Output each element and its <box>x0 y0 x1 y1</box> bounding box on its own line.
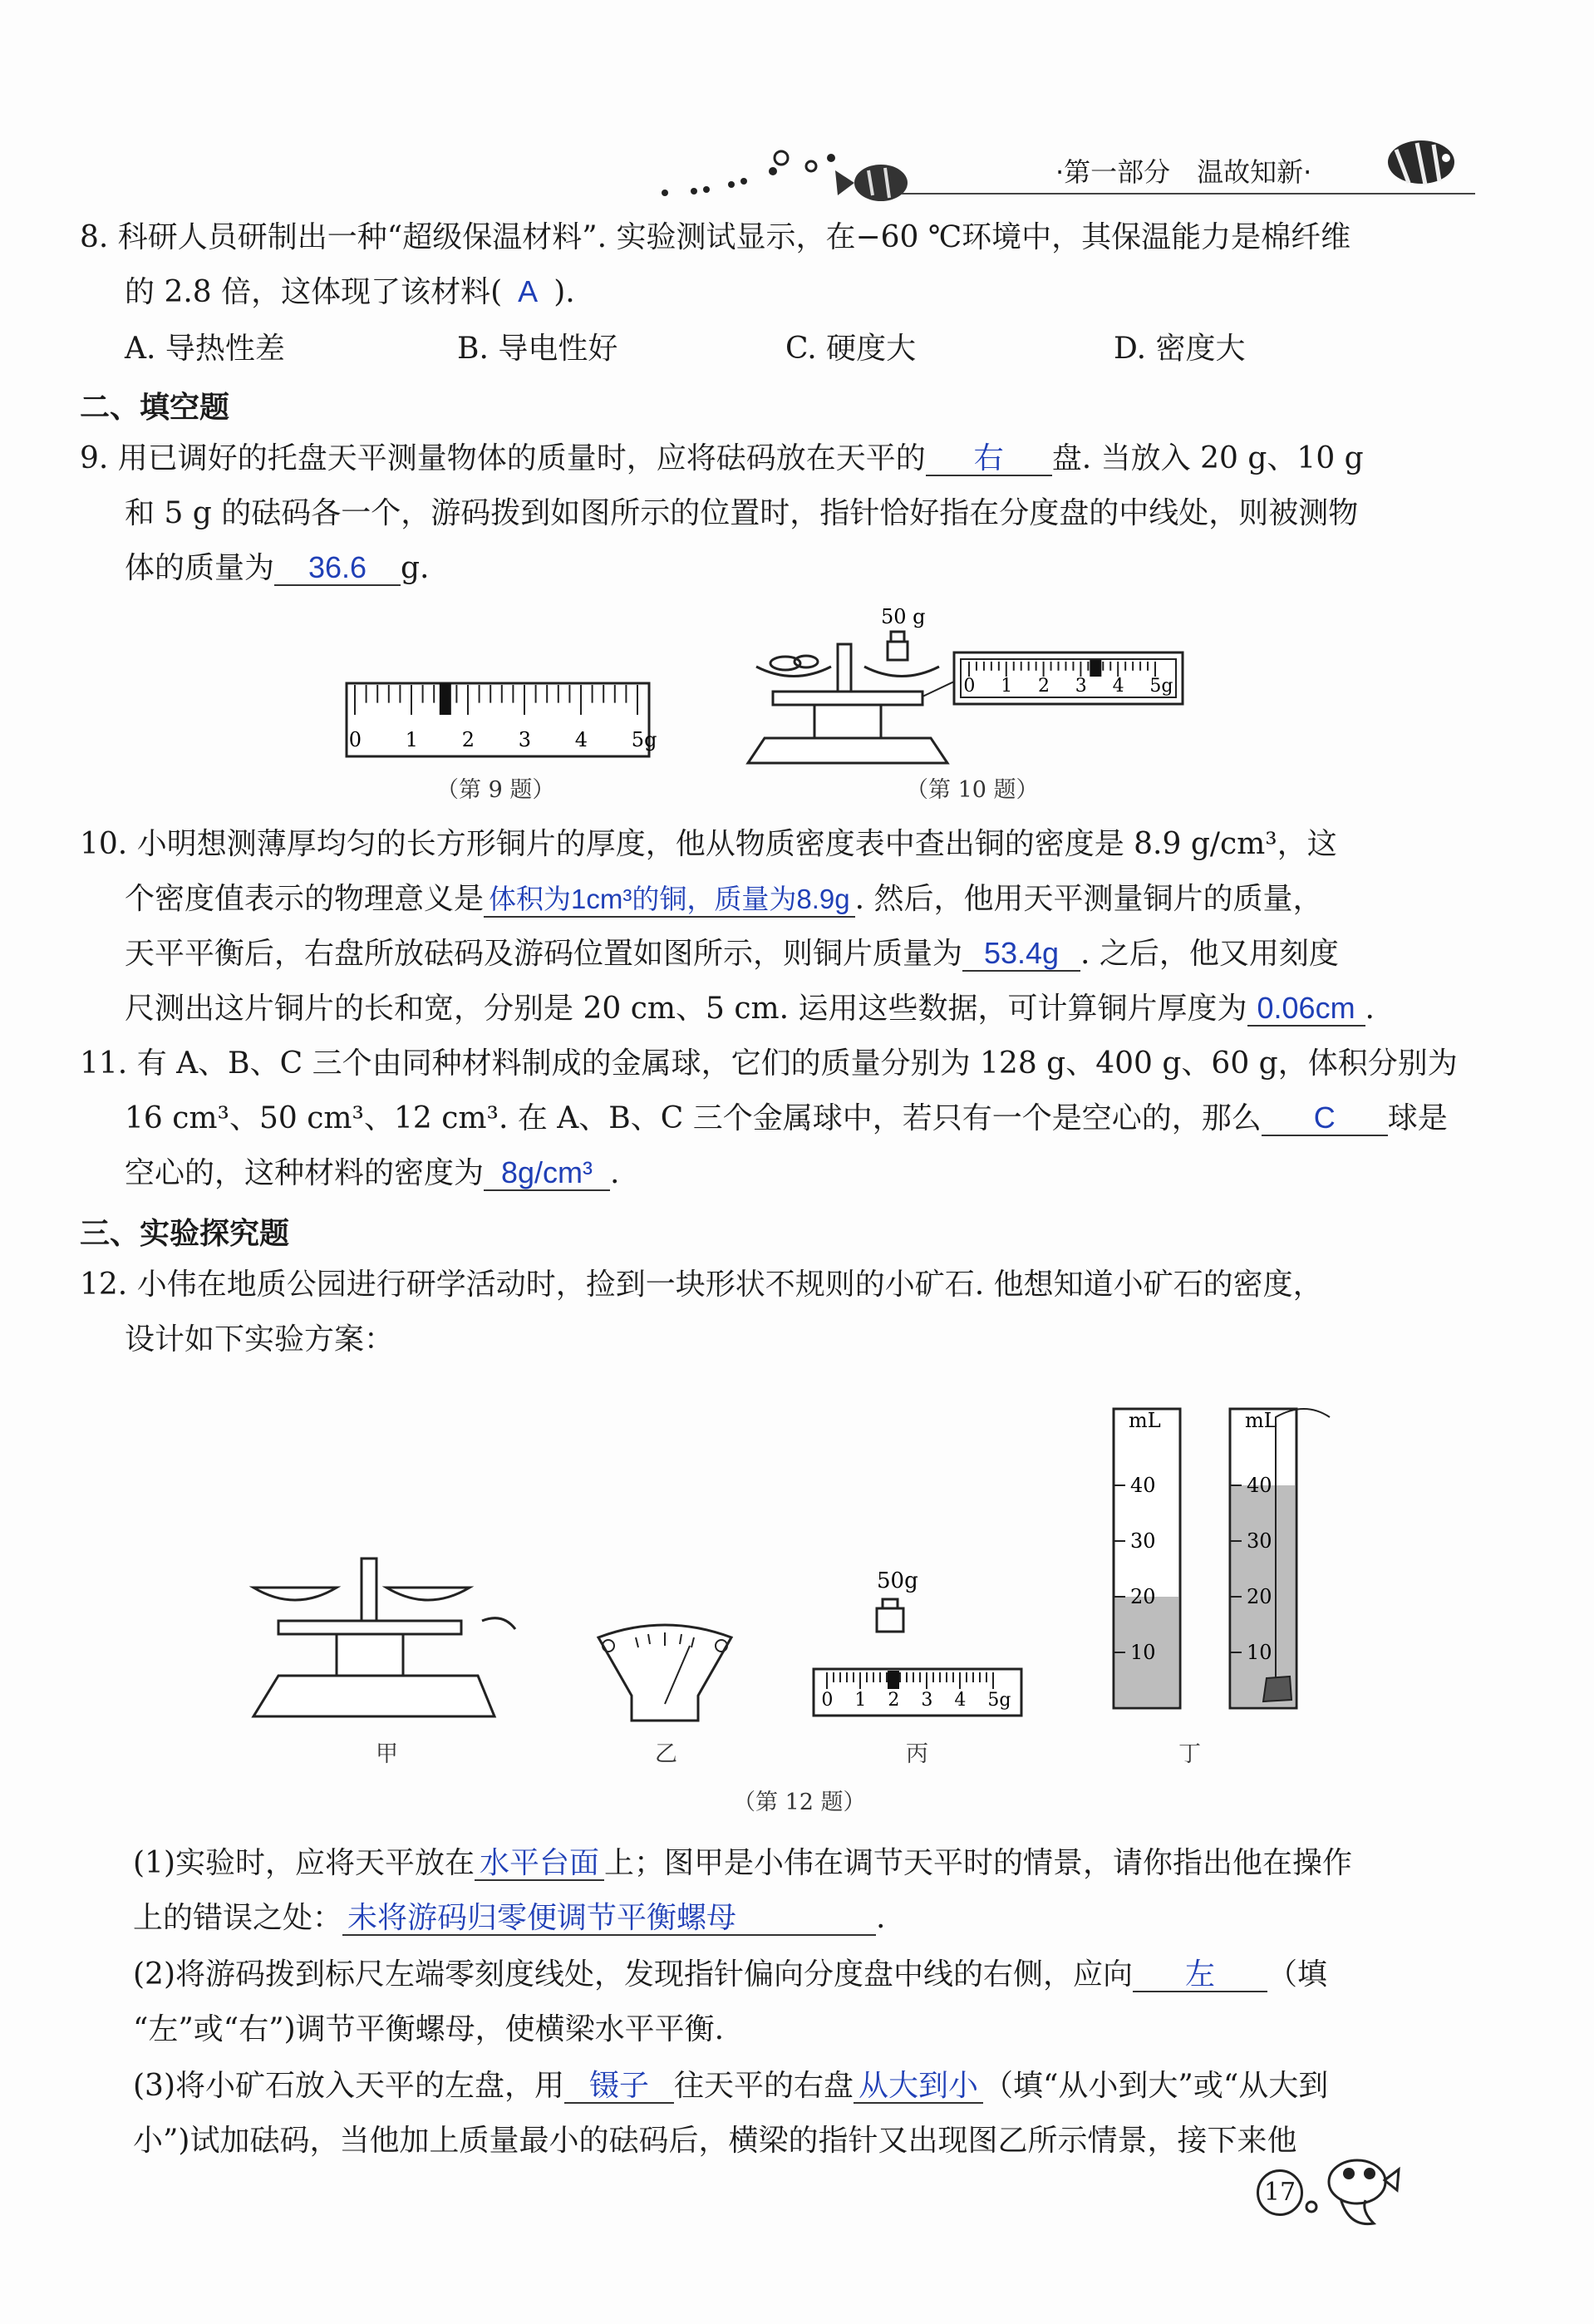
fig12-rider <box>888 1671 899 1689</box>
q8-option-b: B. 导电性好 <box>457 332 618 366</box>
q9-line2: 和 5 g 的砝码各一个，游码拨到如图所示的位置时，指针恰好指在分度盘的中线处，则被测物 <box>125 496 1359 530</box>
q12-part2-line1 <box>133 1955 1327 1995</box>
fig12-tick-label: 2 <box>888 1690 900 1711</box>
q10-line4-post: . <box>1365 992 1375 1026</box>
cylinder-tick-label: 20 <box>1247 1585 1272 1608</box>
fig10-tick-label: 5g <box>1149 676 1173 697</box>
q12-part1-post: 上；图甲是小伟在调节天平时的情景，请你指出他在操作 <box>604 1846 1353 1880</box>
q8-line2-post: ). <box>553 275 575 309</box>
q12-part3-post: （填“从小到大”或“从大到 <box>983 2069 1329 2103</box>
q9-line1-pre: 9. 用已调好的托盘天平测量物体的质量时，应将砝码放在天平的 <box>80 441 926 475</box>
cylinder-unit-label: mL <box>1245 1409 1277 1432</box>
q10-line3 <box>125 934 1339 974</box>
fig9-tick-label: 4 <box>574 728 588 751</box>
fig9-ruler <box>345 682 657 761</box>
q10-line2-pre: 个密度值表示的物理意义是 <box>125 882 485 916</box>
header-fish-icon <box>1380 133 1463 194</box>
q9-line1-post: 盘. 当放入 20 g、10 g <box>1051 441 1364 475</box>
q11-answer-2: 8g/cm³ <box>484 1156 610 1191</box>
q12-part3-mid: 往天平的右盘 <box>674 2069 854 2103</box>
cylinder-tick-label: 40 <box>1247 1474 1272 1497</box>
section-fill-in: 二、填空题 <box>80 391 230 425</box>
q11-line1: 11. 有 A、B、C 三个由同种材料制成的金属球，它们的质量分别为 128 g、400 g、60 g，体积分别为 <box>80 1046 1458 1081</box>
mineral-rock <box>1263 1677 1291 1701</box>
q12-line1: 12. 小伟在地质公园进行研学活动时，捡到一块形状不规则的小矿石. 他想知道小矿石的密度， <box>80 1268 1323 1302</box>
fig10-tick-label: 4 <box>1112 676 1124 697</box>
fig12-weight-label: 50g <box>877 1568 918 1593</box>
q10-answer-3: 0.06cm <box>1247 992 1365 1027</box>
page-number-badge <box>1257 2169 1303 2216</box>
fig12-tick-label: 1 <box>854 1690 867 1711</box>
fig10-tick-label: 3 <box>1075 676 1087 697</box>
fig12-label-ding: 丁 <box>1178 1741 1201 1767</box>
fig12-tick-label: 3 <box>921 1690 933 1711</box>
fig10-tick-label: 1 <box>1001 676 1013 697</box>
fig12-balance-jia <box>245 1554 528 1729</box>
fig12-tick-label: 4 <box>954 1690 967 1711</box>
fig10-tick-label: 0 <box>963 676 976 697</box>
fig12-label-yi: 乙 <box>655 1741 677 1767</box>
cylinder-tick-label: 10 <box>1247 1641 1272 1664</box>
q10-line1: 10. 小明想测薄厚均匀的长方形铜片的厚度，他从物质密度表中查出铜的密度是 8.9 g/cm³，这 <box>80 827 1337 861</box>
fig9-rider <box>440 683 451 715</box>
mascot-icon <box>1303 2149 1403 2240</box>
q11-line3-pre: 空心的，这种材料的密度为 <box>125 1156 485 1190</box>
q12-line2: 设计如下实验方案： <box>125 1322 395 1356</box>
q9-answer-2: 36.6 <box>274 551 401 586</box>
page-number: 17 <box>1263 2178 1296 2207</box>
q8-answer: A <box>518 274 539 308</box>
q12-part2-line2: “左”或“右”)调节平衡螺母，使横梁水平平衡. <box>133 2012 725 2046</box>
fig12-rider-bing <box>810 1563 1026 1729</box>
q12-part3-pre: (3)将小矿石放入天平的左盘，用 <box>133 2069 564 2103</box>
q12-part3-line1 <box>133 2066 1328 2106</box>
q8-option-d: D. 密度大 <box>1114 332 1246 366</box>
q8-option-c: C. 硬度大 <box>785 332 917 366</box>
q8-option-a: A. 导热性差 <box>125 332 285 366</box>
cylinder-tick-label: 10 <box>1130 1641 1156 1664</box>
fig12-tick-label: 0 <box>821 1690 834 1711</box>
fig9-tick-label: 1 <box>405 728 419 751</box>
fig12-cylinders-ding <box>1097 1384 1346 1733</box>
fig9-tick-label: 2 <box>461 728 475 751</box>
section-experiment: 三、实验探究题 <box>80 1217 290 1251</box>
q12-part1-answer-2: 未将游码归零便调节平衡螺母 <box>342 1901 876 1936</box>
fig10-rider <box>1090 660 1101 677</box>
q12-part1-answer-1: 水平台面 <box>475 1846 604 1881</box>
q10-line3-post: . 之后，他又用刻度 <box>1080 937 1339 971</box>
q11-line2-post: 球是 <box>1387 1101 1448 1135</box>
q10-answer-2: 53.4g <box>962 937 1080 972</box>
q11-line2 <box>125 1099 1448 1139</box>
q9-answer-1: 右 <box>926 441 1052 476</box>
cylinder-tick-label: 30 <box>1130 1529 1156 1553</box>
q12-part1-line1 <box>133 1844 1352 1883</box>
fig12-caption: （第 12 题） <box>733 1790 866 1815</box>
q10-line4 <box>125 989 1375 1029</box>
q12-part1-pre: (1)实验时，应将天平放在 <box>133 1846 475 1880</box>
q12-part1b-pre: 上的错误之处： <box>133 1901 343 1935</box>
q12-part3-answer-1: 镊子 <box>564 2069 674 2104</box>
q10-line2-post: . 然后，他用天平测量铜片的质量， <box>854 882 1323 916</box>
q11-line2-pre: 16 cm³、50 cm³、12 cm³. 在 A、B、C 三个金属球中，若只有一个是空心的，那么 <box>125 1101 1262 1135</box>
dots-fish-decoration <box>648 141 931 208</box>
fig10-balance <box>740 598 1188 773</box>
cylinder-tick-label: 30 <box>1247 1529 1272 1553</box>
q12-part3-answer-2: 从大到小 <box>854 2069 983 2104</box>
fig9-tick-label: 0 <box>348 728 362 751</box>
q12-part2-pre: (2)将游码拨到标尺左端零刻度线处，发现指针偏向分度盘中线的右侧，应向 <box>133 1957 1133 1992</box>
q9-line1 <box>80 439 1364 479</box>
q10-line2 <box>125 879 1322 919</box>
q11-answer-1: C <box>1262 1101 1388 1136</box>
fig10-tick-label: 2 <box>1038 676 1050 697</box>
fig12-tick-label: 5g <box>987 1690 1011 1711</box>
fig12-label-jia: 甲 <box>376 1741 398 1767</box>
q11-line3-post: . <box>610 1156 620 1190</box>
q12-part1-line2 <box>133 1898 885 1938</box>
q12-part3-line2: 小”)试加砝码，当他加上质量最小的砝码后，横梁的指针又出现图乙所示情景，接下来他 <box>133 2124 1297 2158</box>
fig10-weight-label: 50 g <box>881 605 926 628</box>
q8-line2 <box>125 273 575 313</box>
q11-line3 <box>125 1154 619 1194</box>
fig9-caption: （第 9 题） <box>436 777 555 803</box>
q9-line3-post: g. <box>401 551 430 585</box>
q12-part1b-post: . <box>876 1901 886 1935</box>
fig12-dial-yi <box>590 1613 740 1729</box>
q9-line3 <box>125 549 430 588</box>
cylinder-tick-label: 40 <box>1130 1474 1156 1497</box>
q9-line3-pre: 体的质量为 <box>125 551 275 585</box>
q8-line2-pre: 的 2.8 倍，这体现了该材料( <box>125 275 503 309</box>
q10-line3-pre: 天平平衡后，右盘所放砝码及游码位置如图所示，则铜片质量为 <box>125 937 963 971</box>
q12-part2-post: （填 <box>1267 1957 1328 1992</box>
fig9-tick-label: 5g <box>631 728 657 751</box>
header-section-title: ·第一部分 温故知新· <box>1055 156 1312 188</box>
header-decoration <box>648 141 931 211</box>
cylinder-unit-label: mL <box>1129 1409 1161 1432</box>
cylinder-tick-label: 20 <box>1130 1585 1156 1608</box>
q8-line1: 8. 科研人员研制出一种“超级保温材料”. 实验测试显示，在−60 ℃环境中，其保温能力是棉纤维 <box>80 220 1351 254</box>
q12-part2-answer: 左 <box>1133 1957 1267 1992</box>
fig9-tick-label: 3 <box>518 728 532 751</box>
q10-answer-1: 体积为1cm³的铜，质量为8.9g <box>484 883 855 918</box>
q10-line4-pre: 尺测出这片铜片的长和宽，分别是 20 cm、5 cm. 运用这些数据，可计算铜片厚度为 <box>125 992 1247 1026</box>
fig10-caption: （第 10 题） <box>906 777 1039 803</box>
fig12-label-bing: 丙 <box>906 1741 928 1767</box>
